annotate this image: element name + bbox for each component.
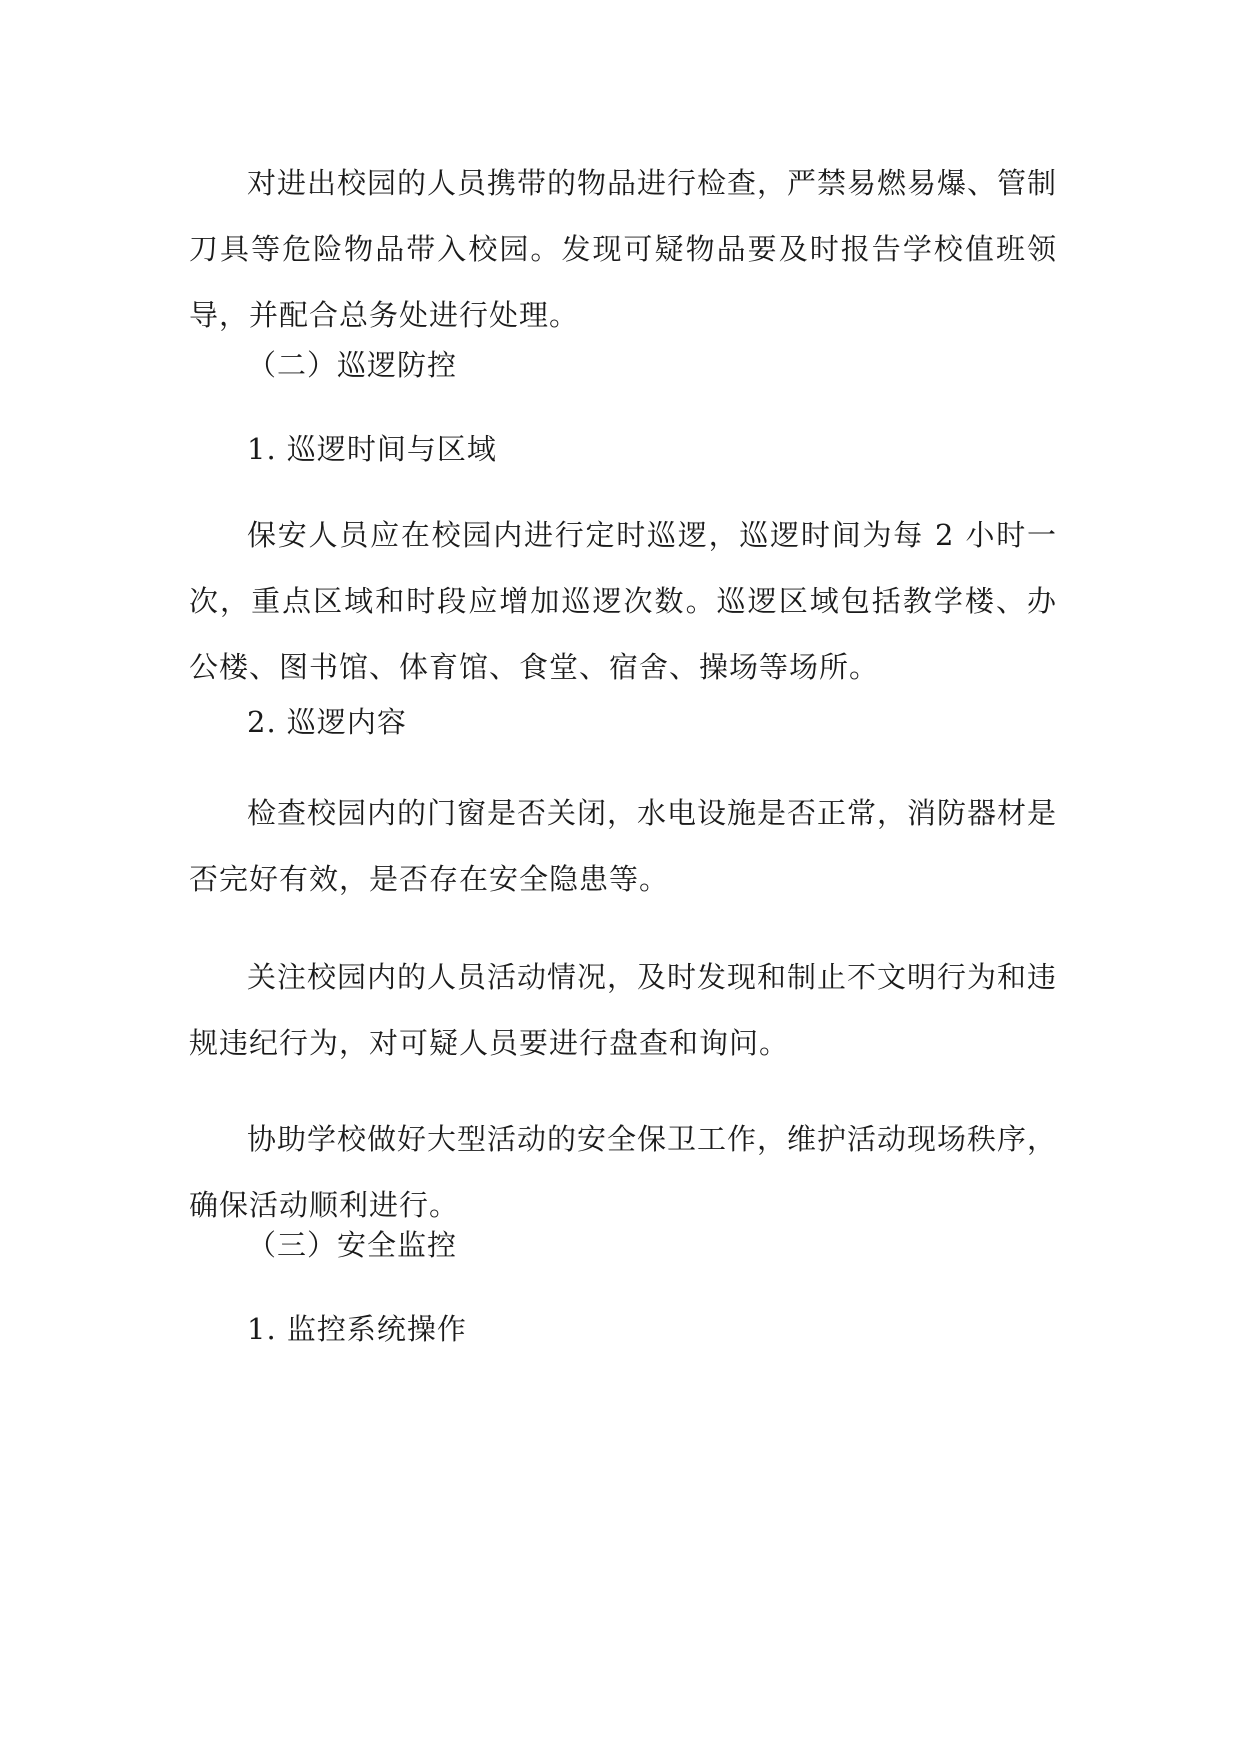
paragraph-item-inspection: 对进出校园的人员携带的物品进行检查，严禁易燃易爆、管制刀具等危险物品带入校园。发现可疑物品要及时报告学校值班领导，并配合总务处进行处理。 (189, 166, 1058, 332)
paragraph-patrol-schedule: 保安人员应在校园内进行定时巡逻，巡逻时间为每 2 小时一次，重点区域和时段应增加巡逻次数。巡逻区域包括教学楼、办公楼、图书馆、体育馆、食堂、宿舍、操场等场所。 (189, 518, 1057, 684)
section-heading-monitoring: （三）安全监控 (247, 1228, 458, 1262)
subheading-patrol-time-area: 1. 巡逻时间与区域 (247, 432, 497, 466)
subheading-patrol-content: 2. 巡逻内容 (247, 705, 407, 739)
section-heading-patrol: （二）巡逻防控 (247, 348, 458, 382)
paragraph-event-security: 协助学校做好大型活动的安全保卫工作，维护活动现场秩序，确保活动顺利进行。 (189, 1122, 1058, 1222)
paragraph-people-activity: 关注校园内的人员活动情况，及时发现和制止不文明行为和违规违纪行为，对可疑人员要进行盘查和询问。 (189, 960, 1058, 1060)
paragraph-facility-check: 检查校园内的门窗是否关闭，水电设施是否正常，消防器材是否完好有效，是否存在安全隐患等。 (189, 796, 1058, 896)
subheading-monitoring-operation: 1. 监控系统操作 (247, 1312, 467, 1346)
